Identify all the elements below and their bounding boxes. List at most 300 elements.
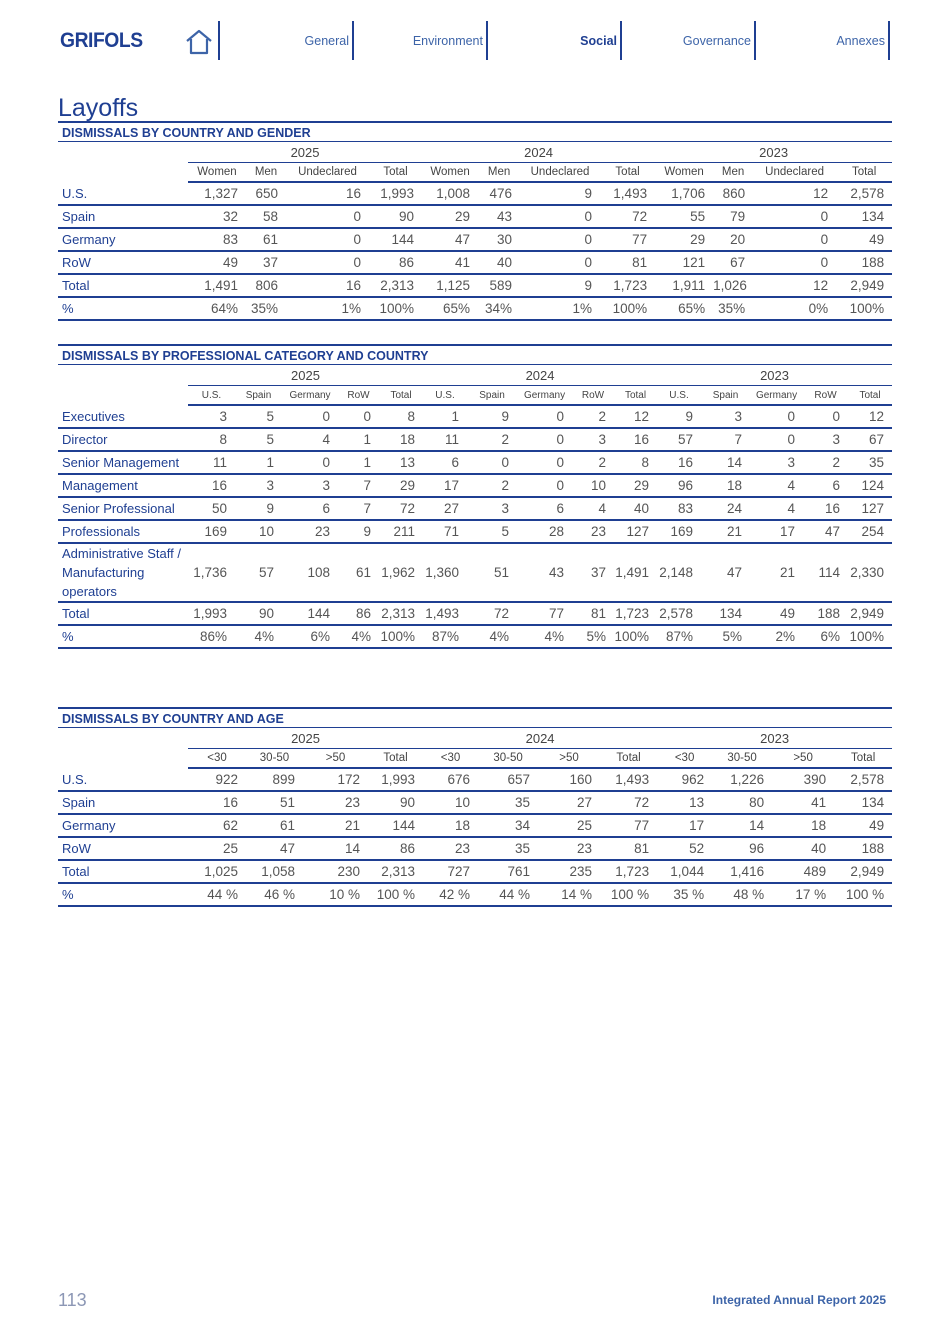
table-cell: 77 bbox=[600, 228, 655, 251]
table-cell: 2 bbox=[803, 451, 848, 474]
table-cell: 50 bbox=[188, 497, 235, 520]
table-cell: 5% bbox=[572, 625, 614, 648]
table-cell: 0 bbox=[750, 405, 803, 428]
column-header: Women bbox=[655, 163, 713, 183]
column-header: <30 bbox=[188, 749, 246, 769]
table-title: DISMISSALS BY COUNTRY AND AGE bbox=[58, 707, 892, 728]
row-label: Germany bbox=[58, 814, 188, 837]
table-cell: 77 bbox=[600, 814, 657, 837]
table-cell: 11 bbox=[188, 451, 235, 474]
row-label: Total bbox=[58, 274, 188, 297]
table-cell: 13 bbox=[379, 451, 423, 474]
table-cell: 72 bbox=[600, 791, 657, 814]
column-header: Spain bbox=[235, 386, 282, 406]
table-cell: 1% bbox=[520, 297, 600, 320]
column-header: >50 bbox=[538, 749, 600, 769]
table-cell: 72 bbox=[467, 602, 517, 625]
column-header: Total bbox=[614, 386, 657, 406]
column-header: U.S. bbox=[657, 386, 701, 406]
table-cell: 8 bbox=[188, 428, 235, 451]
table-cell: 27 bbox=[538, 791, 600, 814]
table-cell: 12 bbox=[614, 405, 657, 428]
table-cell: 100 % bbox=[368, 883, 423, 906]
table-cell: 64% bbox=[188, 297, 246, 320]
table-cell: 2% bbox=[750, 625, 803, 648]
column-header: Total bbox=[848, 386, 892, 406]
table-cell: 0 bbox=[282, 451, 338, 474]
table-cell: 16 bbox=[188, 474, 235, 497]
table-cell: 6 bbox=[803, 474, 848, 497]
table-cell: 57 bbox=[657, 428, 701, 451]
table-cell: 3 bbox=[701, 405, 750, 428]
table-cell: 18 bbox=[379, 428, 423, 451]
table-cell: 14 bbox=[712, 814, 772, 837]
table-cell: 127 bbox=[848, 497, 892, 520]
table-cell: 77 bbox=[517, 602, 572, 625]
row-label: Senior Management bbox=[58, 451, 188, 474]
table-cell: 35 % bbox=[657, 883, 712, 906]
table-cell: 2,330 bbox=[848, 543, 892, 602]
table-cell: 0 bbox=[753, 228, 836, 251]
column-header: Total bbox=[368, 749, 423, 769]
table-cell: 9 bbox=[657, 405, 701, 428]
table-cell: 7 bbox=[338, 474, 379, 497]
table-cell: 10 % bbox=[303, 883, 368, 906]
nav-annexes[interactable]: Annexes bbox=[836, 34, 885, 48]
table-cell: 8 bbox=[379, 405, 423, 428]
table-cell: 9 bbox=[467, 405, 517, 428]
table-cell: 144 bbox=[282, 602, 338, 625]
table-cell: 47 bbox=[246, 837, 303, 860]
table-cell: 1 bbox=[423, 405, 467, 428]
table-cell: 21 bbox=[303, 814, 368, 837]
table-cell: 100% bbox=[369, 297, 422, 320]
table-cell: 1 bbox=[235, 451, 282, 474]
table-cell: 100 % bbox=[834, 883, 892, 906]
table-row bbox=[58, 791, 892, 814]
table-cell: 4% bbox=[467, 625, 517, 648]
nav-environment[interactable]: Environment bbox=[412, 34, 483, 48]
table-cell: 169 bbox=[188, 520, 235, 543]
table-cell: 211 bbox=[379, 520, 423, 543]
table-cell: 3 bbox=[467, 497, 517, 520]
table-cell: 9 bbox=[235, 497, 282, 520]
nav-governance[interactable]: Governance bbox=[682, 34, 751, 48]
table-cell: 108 bbox=[282, 543, 338, 602]
table-cell: 41 bbox=[772, 791, 834, 814]
table-cell: 18 bbox=[772, 814, 834, 837]
table-cell: 81 bbox=[600, 837, 657, 860]
table-cell: 0% bbox=[753, 297, 836, 320]
row-label: Senior Professional bbox=[58, 497, 188, 520]
table-cell: 121 bbox=[655, 251, 713, 274]
table-title: DISMISSALS BY PROFESSIONAL CATEGORY AND COUNTRY bbox=[58, 344, 892, 365]
table-cell: 6 bbox=[282, 497, 338, 520]
table-row bbox=[58, 228, 892, 251]
column-header: U.S. bbox=[423, 386, 467, 406]
table-title: DISMISSALS BY COUNTRY AND GENDER bbox=[58, 121, 892, 142]
table-cell: 100% bbox=[614, 625, 657, 648]
table-cell: 1,491 bbox=[614, 543, 657, 602]
row-label: Total bbox=[58, 860, 188, 883]
table-cell: 23 bbox=[282, 520, 338, 543]
row-label: RoW bbox=[58, 837, 188, 860]
table-cell: 5 bbox=[467, 520, 517, 543]
table-cell: 1,723 bbox=[614, 602, 657, 625]
column-header: Total bbox=[834, 749, 892, 769]
table-cell: 29 bbox=[655, 228, 713, 251]
table-cell: 81 bbox=[600, 251, 655, 274]
table-cell: 48 % bbox=[712, 883, 772, 906]
table-cell: 2,313 bbox=[368, 860, 423, 883]
row-label: Management bbox=[58, 474, 188, 497]
table-cell: 67 bbox=[848, 428, 892, 451]
table-cell: 1,491 bbox=[188, 274, 246, 297]
table-cell: 0 bbox=[520, 251, 600, 274]
table-cell: 6 bbox=[423, 451, 467, 474]
column-header: <30 bbox=[423, 749, 478, 769]
table-cell: 134 bbox=[834, 791, 892, 814]
row-label: % bbox=[58, 297, 188, 320]
table-cell: 134 bbox=[701, 602, 750, 625]
table-cell: 727 bbox=[423, 860, 478, 883]
table-cell: 35 bbox=[478, 837, 538, 860]
table-cell: 30 bbox=[478, 228, 520, 251]
table-cell: 40 bbox=[614, 497, 657, 520]
table-cell: 1,493 bbox=[600, 182, 655, 205]
nav-divider bbox=[888, 21, 890, 60]
table-row bbox=[58, 205, 892, 228]
year-header: 2023 bbox=[657, 365, 892, 386]
table-cell: 23 bbox=[538, 837, 600, 860]
table-row bbox=[58, 837, 892, 860]
table-cell: 12 bbox=[848, 405, 892, 428]
table-cell: 40 bbox=[478, 251, 520, 274]
column-header: RoW bbox=[338, 386, 379, 406]
table-cell: 16 bbox=[286, 182, 369, 205]
table-cell: 0 bbox=[517, 451, 572, 474]
table-cell: 41 bbox=[422, 251, 478, 274]
table-cell: 51 bbox=[246, 791, 303, 814]
table-row bbox=[58, 297, 892, 320]
table-cell: 18 bbox=[701, 474, 750, 497]
table-cell: 61 bbox=[338, 543, 379, 602]
table-cell: 2,578 bbox=[834, 768, 892, 791]
table-cell: 0 bbox=[520, 228, 600, 251]
table-row bbox=[58, 543, 892, 602]
table-cell: 2,949 bbox=[836, 274, 892, 297]
table-cell: 12 bbox=[753, 274, 836, 297]
table-cell: 43 bbox=[478, 205, 520, 228]
table-row bbox=[58, 182, 892, 205]
table-country-age bbox=[58, 707, 892, 907]
table-row bbox=[58, 405, 892, 428]
nav-divider bbox=[620, 21, 622, 60]
table-cell: 10 bbox=[235, 520, 282, 543]
table-cell: 47 bbox=[422, 228, 478, 251]
table-cell: 806 bbox=[246, 274, 286, 297]
table-cell: 58 bbox=[246, 205, 286, 228]
table-cell: 676 bbox=[423, 768, 478, 791]
table-cell: 34 bbox=[478, 814, 538, 837]
table-cell: 23 bbox=[303, 791, 368, 814]
table-cell: 254 bbox=[848, 520, 892, 543]
table-cell: 37 bbox=[572, 543, 614, 602]
table-cell: 87% bbox=[423, 625, 467, 648]
table-cell: 100% bbox=[848, 625, 892, 648]
table-cell: 1,706 bbox=[655, 182, 713, 205]
table-cell: 61 bbox=[246, 228, 286, 251]
table-cell: 100 % bbox=[600, 883, 657, 906]
year-header: 2025 bbox=[188, 365, 423, 386]
table-row bbox=[58, 602, 892, 625]
column-header: <30 bbox=[657, 749, 712, 769]
table-cell: 72 bbox=[600, 205, 655, 228]
table-cell: 3 bbox=[803, 428, 848, 451]
table-cell: 2 bbox=[467, 474, 517, 497]
table-cell: 16 bbox=[188, 791, 246, 814]
nav-divider bbox=[754, 21, 756, 60]
table-cell: 1,044 bbox=[657, 860, 712, 883]
table-cell: 23 bbox=[423, 837, 478, 860]
table-cell: 67 bbox=[713, 251, 753, 274]
table-cell: 29 bbox=[379, 474, 423, 497]
table-row bbox=[58, 860, 892, 883]
grifols-logo[interactable]: GRIFOLS bbox=[60, 29, 143, 52]
table-cell: 144 bbox=[368, 814, 423, 837]
nav-social[interactable]: Social bbox=[580, 34, 617, 48]
table-row bbox=[58, 768, 892, 791]
column-header: 30-50 bbox=[712, 749, 772, 769]
table-cell: 79 bbox=[713, 205, 753, 228]
table-cell: 17 bbox=[423, 474, 467, 497]
table-row bbox=[58, 451, 892, 474]
table-cell: 2 bbox=[572, 451, 614, 474]
table-cell: 6% bbox=[282, 625, 338, 648]
table-cell: 5 bbox=[235, 405, 282, 428]
column-header: Total bbox=[836, 163, 892, 183]
table-cell: 1,911 bbox=[655, 274, 713, 297]
table-cell: 657 bbox=[478, 768, 538, 791]
table-cell: 17 bbox=[750, 520, 803, 543]
table-cell: 1,993 bbox=[188, 602, 235, 625]
table-cell: 1,125 bbox=[422, 274, 478, 297]
table-cell: 489 bbox=[772, 860, 834, 883]
table-cell: 12 bbox=[753, 182, 836, 205]
table-cell: 1,058 bbox=[246, 860, 303, 883]
table-cell: 188 bbox=[803, 602, 848, 625]
row-label: U.S. bbox=[58, 182, 188, 205]
home-icon[interactable] bbox=[184, 28, 214, 56]
table-cell: 62 bbox=[188, 814, 246, 837]
row-label: % bbox=[58, 883, 188, 906]
table-cell: 11 bbox=[423, 428, 467, 451]
table-cell: 1,736 bbox=[188, 543, 235, 602]
nav-general[interactable]: General bbox=[304, 34, 349, 48]
table-cell: 899 bbox=[246, 768, 303, 791]
table-cell: 4 bbox=[572, 497, 614, 520]
column-header: Total bbox=[379, 386, 423, 406]
column-header: Men bbox=[713, 163, 753, 183]
table-cell: 8 bbox=[614, 451, 657, 474]
table-row bbox=[58, 274, 892, 297]
table-row bbox=[58, 428, 892, 451]
table-cell: 14 % bbox=[538, 883, 600, 906]
table-row bbox=[58, 251, 892, 274]
year-header: 2025 bbox=[188, 142, 422, 163]
table-cell: 0 bbox=[753, 251, 836, 274]
table-cell: 100% bbox=[379, 625, 423, 648]
table-cell: 0 bbox=[803, 405, 848, 428]
column-header: Undeclared bbox=[286, 163, 369, 183]
table-cell: 0 bbox=[517, 405, 572, 428]
table-cell: 4 bbox=[750, 474, 803, 497]
column-header: Germany bbox=[517, 386, 572, 406]
table-cell: 24 bbox=[701, 497, 750, 520]
table-cell: 650 bbox=[246, 182, 286, 205]
table-cell: 35% bbox=[246, 297, 286, 320]
column-header: Spain bbox=[467, 386, 517, 406]
table-cell: 7 bbox=[701, 428, 750, 451]
table-cell: 61 bbox=[246, 814, 303, 837]
column-header: Undeclared bbox=[753, 163, 836, 183]
table-cell: 32 bbox=[188, 205, 246, 228]
table-cell: 14 bbox=[303, 837, 368, 860]
year-header: 2023 bbox=[657, 728, 892, 749]
table-row bbox=[58, 883, 892, 906]
table-cell: 49 bbox=[836, 228, 892, 251]
table-cell: 188 bbox=[834, 837, 892, 860]
table-cell: 4% bbox=[517, 625, 572, 648]
column-header: RoW bbox=[572, 386, 614, 406]
table-cell: 2,949 bbox=[834, 860, 892, 883]
row-label: Professionals bbox=[58, 520, 188, 543]
table-cell: 96 bbox=[657, 474, 701, 497]
table-cell: 40 bbox=[772, 837, 834, 860]
column-header: >50 bbox=[772, 749, 834, 769]
year-header: 2024 bbox=[422, 142, 655, 163]
table-cell: 47 bbox=[803, 520, 848, 543]
table-cell: 43 bbox=[517, 543, 572, 602]
table-cell: 10 bbox=[423, 791, 478, 814]
column-header: U.S. bbox=[188, 386, 235, 406]
table-cell: 86 bbox=[368, 837, 423, 860]
nav-divider bbox=[218, 21, 220, 60]
report-name[interactable]: Integrated Annual Report 2025 bbox=[712, 1293, 886, 1307]
table-row bbox=[58, 520, 892, 543]
table-cell: 25 bbox=[188, 837, 246, 860]
table-cell: 9 bbox=[520, 274, 600, 297]
row-label: Total bbox=[58, 602, 188, 625]
table-cell: 235 bbox=[538, 860, 600, 883]
table-country-gender bbox=[58, 121, 892, 321]
table-cell: 46 % bbox=[246, 883, 303, 906]
table-cell: 0 bbox=[750, 428, 803, 451]
table-cell: 87% bbox=[657, 625, 701, 648]
table-cell: 188 bbox=[836, 251, 892, 274]
row-label: Executives bbox=[58, 405, 188, 428]
table-cell: 134 bbox=[836, 205, 892, 228]
row-label: Germany bbox=[58, 228, 188, 251]
table-cell: 34% bbox=[478, 297, 520, 320]
table-cell: 1,416 bbox=[712, 860, 772, 883]
table-cell: 16 bbox=[286, 274, 369, 297]
table-cell: 6% bbox=[803, 625, 848, 648]
column-header: Men bbox=[478, 163, 520, 183]
table-cell: 47 bbox=[701, 543, 750, 602]
row-label: RoW bbox=[58, 251, 188, 274]
table-cell: 2,313 bbox=[379, 602, 423, 625]
table-cell: 124 bbox=[848, 474, 892, 497]
table-cell: 169 bbox=[657, 520, 701, 543]
table-cell: 25 bbox=[538, 814, 600, 837]
table-cell: 1,493 bbox=[600, 768, 657, 791]
column-header: 30-50 bbox=[478, 749, 538, 769]
row-label: % bbox=[58, 625, 188, 648]
table-cell: 13 bbox=[657, 791, 712, 814]
table-cell: 1 bbox=[338, 428, 379, 451]
table-cell: 18 bbox=[423, 814, 478, 837]
table-cell: 21 bbox=[701, 520, 750, 543]
table-cell: 80 bbox=[712, 791, 772, 814]
table-cell: 761 bbox=[478, 860, 538, 883]
table-row bbox=[58, 625, 892, 648]
column-header: Women bbox=[422, 163, 478, 183]
table-cell: 230 bbox=[303, 860, 368, 883]
table-cell: 922 bbox=[188, 768, 246, 791]
table-cell: 1,993 bbox=[369, 182, 422, 205]
table-cell: 2,148 bbox=[657, 543, 701, 602]
table-cell: 17 % bbox=[772, 883, 834, 906]
table-cell: 3 bbox=[188, 405, 235, 428]
table-cell: 1,026 bbox=[713, 274, 753, 297]
year-header: 2025 bbox=[188, 728, 423, 749]
table-cell: 2,578 bbox=[836, 182, 892, 205]
page-number: 113 bbox=[58, 1290, 87, 1310]
row-label: Administrative Staff / Manufacturing operators bbox=[58, 543, 188, 602]
table-cell: 390 bbox=[772, 768, 834, 791]
table-cell: 0 bbox=[286, 205, 369, 228]
table-cell: 86 bbox=[369, 251, 422, 274]
table-cell: 86 bbox=[338, 602, 379, 625]
table-cell: 52 bbox=[657, 837, 712, 860]
table-cell: 0 bbox=[753, 205, 836, 228]
table-cell: 3 bbox=[282, 474, 338, 497]
table-cell: 0 bbox=[467, 451, 517, 474]
table-cell: 144 bbox=[369, 228, 422, 251]
table-cell: 0 bbox=[286, 251, 369, 274]
table-cell: 65% bbox=[422, 297, 478, 320]
table-cell: 1,993 bbox=[368, 768, 423, 791]
table-cell: 1,723 bbox=[600, 860, 657, 883]
table-cell: 14 bbox=[701, 451, 750, 474]
table-cell: 2,313 bbox=[369, 274, 422, 297]
table-cell: 49 bbox=[750, 602, 803, 625]
table-cell: 0 bbox=[520, 205, 600, 228]
column-header: Men bbox=[246, 163, 286, 183]
table-cell: 16 bbox=[803, 497, 848, 520]
table-cell: 4 bbox=[750, 497, 803, 520]
table-cell: 160 bbox=[538, 768, 600, 791]
table-cell: 35 bbox=[848, 451, 892, 474]
table-cell: 1,723 bbox=[600, 274, 655, 297]
table-cell: 114 bbox=[803, 543, 848, 602]
table-cell: 0 bbox=[517, 428, 572, 451]
table-cell: 1,493 bbox=[423, 602, 467, 625]
column-header: Germany bbox=[750, 386, 803, 406]
table-cell: 2,578 bbox=[657, 602, 701, 625]
table-cell: 29 bbox=[422, 205, 478, 228]
